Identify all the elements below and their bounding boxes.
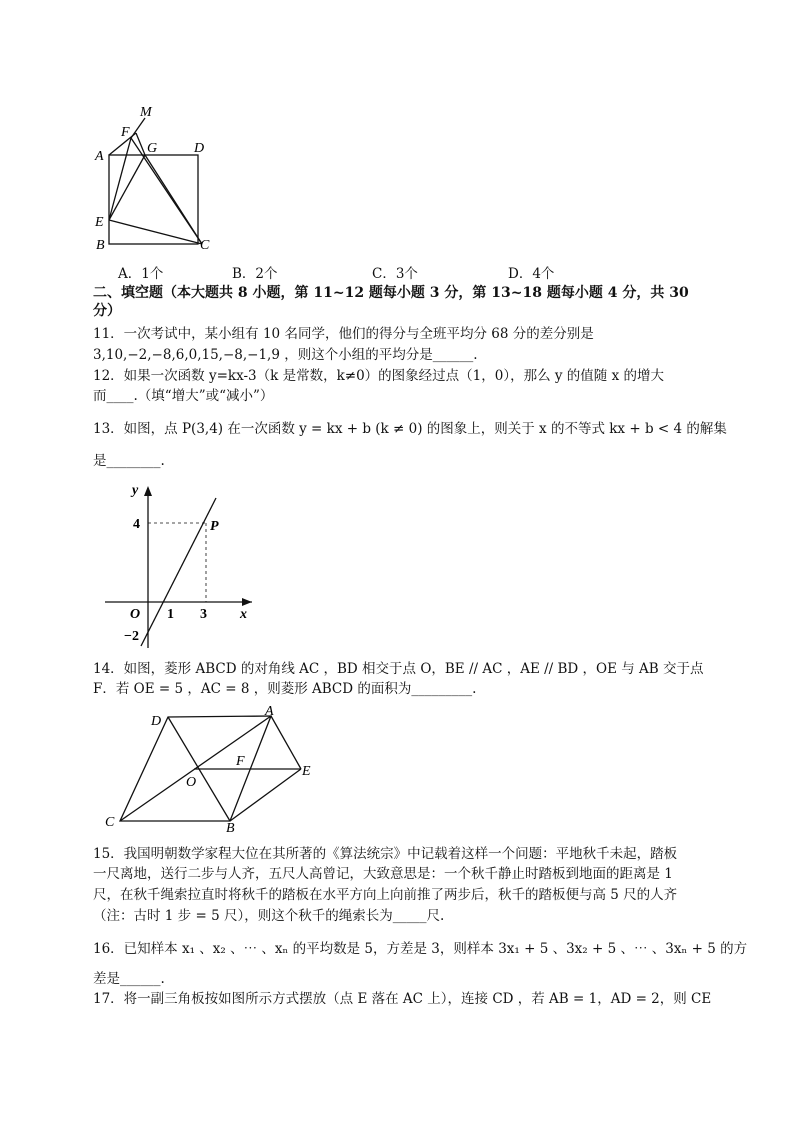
section-heading: 二、填空题（本大题共 8 小题，第 11~12 题每小题 3 分，第 13~18 题每小题 4 分，共 30 [93,285,689,301]
question-12-line2: 而____.（填“增大”或“减小”） [93,388,274,404]
label-O: O [186,775,197,790]
question-11-line2: 3,10,−2,−8,6,0,15,−8,−1,9 ，则这个小组的平均分是______. [93,347,478,363]
x-tick-1: 1 [167,607,174,622]
question-16-line1: 16．已知样本 x₁ 、x₂ 、⋯ 、xₙ 的平均数是 5，方差是 3，则样本 3x₁ + 5 、3x₂ + 5 、⋯ 、3xₙ + 5 的方 [93,941,748,957]
label-B: B [96,238,105,253]
label-G: G [147,141,158,156]
axis-y-label: y [132,483,139,498]
option-b: B．2个 [232,266,278,282]
label-F: F [121,125,130,140]
label-C: C [200,238,210,253]
question-14-line1: 14．如图，菱形 ABCD 的对角线 AC ，BD 相交于点 O，BE // AC ，AE // BD ，OE 与 AB 交于点 [93,661,704,677]
y-intercept-label: −2 [124,629,139,644]
question-16-line2: 差是______. [93,971,165,987]
label-C: C [105,815,115,830]
label-D: D [194,141,205,156]
axis-x-label: x [240,607,247,622]
question-13-line1: 13．如图，点 P(3,4) 在一次函数 y = kx + b (k ≠ 0) 的图象上，则关于 x 的不等式 kx + b < 4 的解集 [93,421,727,437]
question-13-line2: 是________. [93,453,165,469]
label-E: E [302,764,311,779]
option-c: C．3个 [372,266,418,282]
question-15-line3: 尺，在秋千绳索拉直时将秋千的踏板在水平方向上向前推了两步后，秋千的踏板便与高 5 尺的人齐 [93,887,678,903]
question-17-line1: 17．将一副三角板按如图所示方式摆放（点 E 落在 AC 上），连接 CD ，若 AB = 1，AD = 2，则 CE [93,991,712,1007]
figure-linear-graph [100,478,260,650]
figure-square [90,100,220,255]
question-15-line4: （注：古时 1 步 = 5 尺），则这个秋千的绳索长为_____尺. [93,908,445,924]
option-a: A．1个 [118,266,164,282]
question-11-line1: 11．一次考试中，某小组有 10 名同学，他们的得分与全班平均分 68 分的差分别是 [93,326,594,342]
section-heading-cont: 分） [93,303,121,319]
question-15-line1: 15．我国明朝数学家程大位在其所著的《算法统宗》中记载着这样一个问题：平地秋千未起，踏板 [93,846,678,862]
x-tick-3: 3 [200,607,207,622]
label-E: E [95,215,104,230]
label-F: F [236,754,245,769]
label-B: B [226,821,235,835]
point-P-label: P [210,519,219,534]
label-A: A [265,705,274,719]
figure-rhombus [98,705,328,835]
question-14-line2: F．若 OE = 5 ，AC = 8 ，则菱形 ABCD 的面积为_________. [93,681,477,697]
label-M: M [140,105,152,120]
question-12-line1: 12．如果一次函数 y=kx-3（k 是常数，k≠0）的图象经过点（1，0），那么 y 的值随 x 的增大 [93,368,665,384]
question-15-line2: 一尺离地，送行二步与人齐，五尺人高曾记，大致意思是：一个秋千静止时踏板到地面的距离是 1 [93,866,673,882]
label-D: D [151,714,162,729]
option-d: D．4个 [508,266,555,282]
origin-label: O [130,607,141,622]
y-tick-4: 4 [133,517,140,532]
label-A: A [95,149,104,164]
